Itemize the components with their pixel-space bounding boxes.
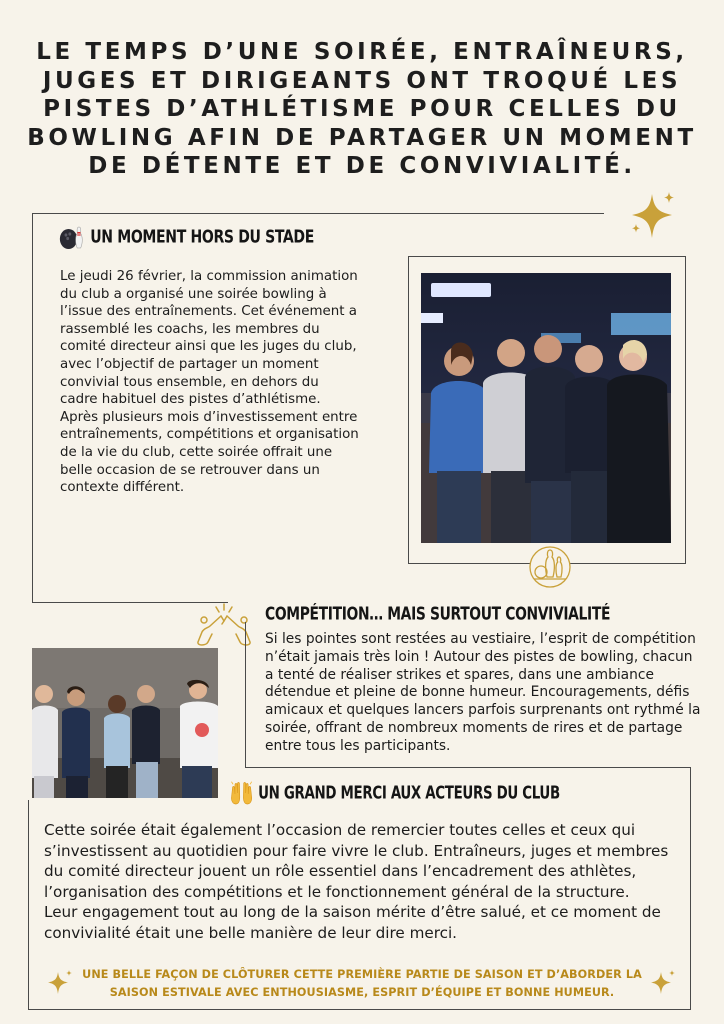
frame-line: [28, 1009, 691, 1010]
frame-line: [32, 213, 604, 214]
section-body-2-paragraph: Si les pointes sont restées au vestiaire, l’esprit de compétition n’était jamais très loin ! Autour des pistes de bowling, chacun a tenté de réaliser strikes et spares, dans une ambiance détendue et pleine de bonne humeur. Encouragements, défis amicaux et quelques lancers parfois surprenants ont rythmé la soirée, offrant de nombreux moments de rires et de partage entre tous les participants.: [265, 631, 701, 754]
frame-line: [690, 767, 691, 1010]
frame-line: [28, 800, 29, 1010]
section-body-3-paragraph-1: Cette soirée était également l’occasion de remercier toutes celles et ceux qui s’investissent au quotidien pour faire vivre le club. Entraîneurs, juges et membres du comité directeur jouent un rôle essentiel dans l’encadrement des athlètes, l’organisation des compétitions et le fonctionnement général de la structure.: [44, 821, 669, 901]
group-photo-bowling-icon: [421, 273, 671, 543]
sparkle-icon: [647, 968, 677, 998]
section-body-3: [44, 820, 680, 944]
bowling-pins-outline-icon: [528, 545, 572, 589]
section-heading-1-text: UN MOMENT HORS DU STADE: [90, 226, 315, 248]
frame-line: [32, 213, 33, 602]
section-heading-2-text: COMPÉTITION… MAIS SURTOUT CONVIVIALITÉ: [265, 603, 611, 625]
section-heading-3-text: UN GRAND MERCI AUX ACTEURS DU CLUB: [258, 782, 560, 804]
group-photo-five-people-icon: [32, 648, 218, 798]
sparkle-icon: [624, 188, 680, 244]
section-body-2: [265, 631, 701, 756]
frame-line: [245, 767, 691, 768]
frame-line: [245, 622, 246, 768]
section-heading-1: [59, 224, 314, 250]
raised-hands-icon: [230, 780, 253, 806]
bowling-ball-pins-icon: [59, 224, 85, 250]
section-heading-2: [265, 603, 610, 625]
section-body-1: [60, 268, 360, 497]
footer-note: UNE BELLE FAÇON DE CLÔTURER CETTE PREMIÈRE PARTIE DE SAISON ET D’ABORDER LA SAISON ESTIVALE AVEC ENTHOUSIASME, ESPRIT D’ÉQUIPE ET BONNE HUMEUR.: [82, 968, 642, 999]
page-title: LE TEMPS D’UNE SOIRÉE, ENTRAÎNEURS, JUGES ET DIRIGEANTS ONT TROQUÉ LES PISTES D’ATHLÉTISME POUR CELLES DU BOWLING AFIN DE PARTAGER UN MOMENT DE DÉTENTE ET DE CONVIVIALITÉ.: [27, 39, 697, 179]
sparkle-icon: [44, 968, 74, 998]
section-body-1-paragraph: Le jeudi 26 février, la commission animation du club a organisé une soirée bowling à l’issue des entraînements. Cet événement a rassemblé les coachs, les membres du comité directeur ainsi que les juges du club, avec l’objectif de partager un moment convivial tous ensemble, en dehors du cadre habituel des pistes d’athlétisme. Après plusieurs mois d’investissement entre entraînements, compétitions et organisation de la vie du club, cette soirée offrait une belle occasion de se retrouver dans un contexte différent.: [60, 269, 359, 496]
section-body-3-paragraph-2: Leur engagement tout au long de la saison mérite d’être salué, et ce moment de convivialité était une belle manière de leur dire merci.: [44, 903, 661, 942]
section-heading-3: [230, 780, 560, 806]
